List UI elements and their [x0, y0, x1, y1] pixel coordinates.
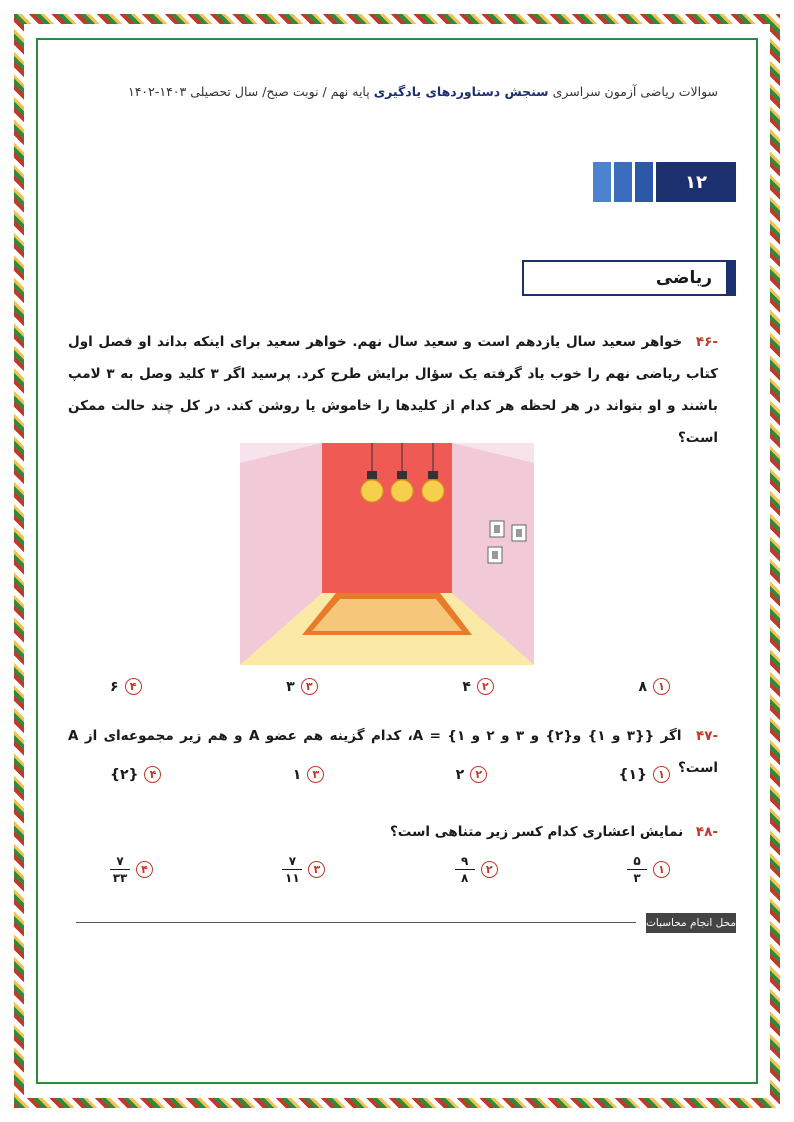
option-1[interactable]: [627, 854, 670, 885]
question-number: -۴۶: [695, 334, 718, 350]
question-text: خواهر سعید سال یازدهم است و سعید سال نهم. خواهر سعید برای اینکه بداند او فصل اول کتاب ریاضی نهم را خوب یاد گرفته یک سؤال برایش طرح کرد. پرسید اگر ۳ کلید وصل به ۳ لامپ باشند و او بتواند در هر لحظه هر کدام از کلیدها را خاموش یا روشن کند. در کل چند حالت ممکن است؟: [68, 334, 718, 446]
option-value: ۳: [286, 678, 295, 695]
stripe: [614, 162, 632, 202]
option-3[interactable]: [293, 766, 325, 783]
header-part1: سوالات ریاضی آزمون سراسری: [552, 84, 718, 99]
option-2[interactable]: [456, 766, 488, 783]
fraction: [110, 854, 130, 885]
exam-header: [78, 84, 718, 99]
question-number: -۴۷: [695, 728, 719, 744]
header-part2: پایه نهم / نوبت صبح/ سال تحصیلی ۱۴۰۳-۱۴۰۲: [127, 84, 370, 99]
option-badge: ۴: [144, 766, 161, 783]
option-value: ۱: [292, 766, 302, 783]
option-badge: ۲: [481, 861, 498, 878]
switch-icon: [488, 547, 502, 563]
option-3[interactable]: [286, 678, 318, 695]
section-title: ریاضی: [522, 260, 736, 296]
question-46: [68, 326, 718, 454]
room-illustration: [240, 443, 534, 665]
question-text: اگر {{۳ و ۱} و{۲} و ۳ و ۲ و ۱} = A، کدام گزینه هم عضو A و هم زیر مجموعه‌ای از A است؟: [68, 728, 718, 776]
option-badge: ۳: [307, 766, 324, 783]
option-4[interactable]: [110, 766, 161, 783]
option-3[interactable]: [282, 854, 325, 885]
footer-divider: [76, 922, 636, 923]
denominator: ۱۱: [285, 871, 300, 885]
option-badge: ۴: [125, 678, 142, 695]
denominator: ۳: [633, 871, 641, 885]
stripe: [635, 162, 653, 202]
option-value: ۴: [462, 678, 471, 695]
switch-icon: [512, 525, 526, 541]
header-bold: سنجش دستاوردهای یادگیری: [373, 84, 549, 99]
option-badge: ۳: [308, 861, 325, 878]
option-badge: ۲: [477, 678, 494, 695]
switch-icon: [490, 521, 504, 537]
options-47: [110, 766, 670, 783]
option-value: ۲: [455, 766, 465, 783]
page-number: ۱۲: [656, 162, 736, 202]
option-2[interactable]: [462, 678, 494, 695]
denominator: ۸: [461, 871, 469, 885]
option-value: ۸: [638, 678, 647, 695]
options-46: [110, 678, 670, 695]
option-badge: ۱: [653, 678, 670, 695]
option-value: ۶: [110, 678, 119, 695]
numerator: ۷: [116, 854, 124, 868]
option-badge: ۱: [653, 861, 670, 878]
calculation-area-label: محل انجام محاسبات: [646, 913, 736, 933]
question-number: -۴۸: [695, 824, 718, 840]
options-48: [110, 854, 670, 885]
stripe: [593, 162, 611, 202]
option-4[interactable]: [110, 678, 142, 695]
fraction: [455, 854, 475, 885]
option-value: {۲}: [110, 766, 139, 783]
option-2[interactable]: [455, 854, 498, 885]
option-badge: ۲: [470, 766, 487, 783]
option-value: {۱}: [618, 766, 647, 783]
question-48: [68, 816, 718, 848]
fraction: [627, 854, 647, 885]
numerator: ۹: [461, 854, 469, 868]
page-number-block: [593, 162, 736, 202]
numerator: ۵: [633, 854, 641, 868]
option-badge: ۳: [301, 678, 318, 695]
option-1[interactable]: [638, 678, 670, 695]
question-text: نمایش اعشاری کدام کسر زیر متناهی است؟: [389, 824, 684, 840]
option-4[interactable]: [110, 854, 153, 885]
denominator: ۳۳: [112, 871, 128, 885]
option-badge: ۴: [136, 861, 153, 878]
option-1[interactable]: [619, 766, 670, 783]
option-badge: ۱: [653, 766, 670, 783]
numerator: ۷: [288, 854, 297, 868]
fraction: [282, 854, 302, 885]
